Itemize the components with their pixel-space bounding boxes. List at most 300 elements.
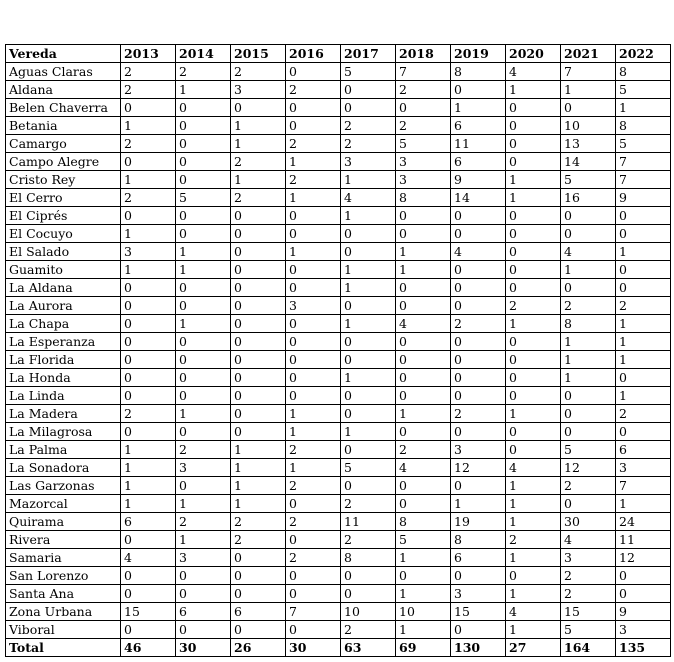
count-cell: 5 [396,135,451,153]
count-cell: 0 [341,441,396,459]
table-row [6,333,671,351]
vereda-name-cell: La Florida [6,351,121,369]
count-cell: 0 [176,207,231,225]
table-row [6,117,671,135]
count-cell: 9 [616,603,671,621]
count-cell: 2 [121,189,176,207]
count-cell: 3 [396,171,451,189]
vereda-name-cell: Rivera [6,531,121,549]
count-cell: 0 [286,495,341,513]
count-cell: 1 [396,405,451,423]
count-cell: 0 [286,333,341,351]
count-cell: 5 [616,135,671,153]
count-cell: 0 [176,423,231,441]
count-cell: 0 [121,387,176,405]
count-cell: 2 [176,63,231,81]
count-cell: 0 [176,567,231,585]
vereda-name-cell: Aguas Claras [6,63,121,81]
document-table-container [5,44,671,657]
count-cell: 3 [561,549,616,567]
count-cell: 0 [451,369,506,387]
count-cell: 0 [231,387,286,405]
count-cell: 2 [561,477,616,495]
count-cell: 0 [451,81,506,99]
total-label-cell: Total [6,639,121,657]
count-cell: 1 [506,315,561,333]
count-cell: 1 [176,81,231,99]
count-cell: 0 [231,621,286,639]
count-cell: 1 [506,585,561,603]
count-cell: 7 [561,63,616,81]
vereda-name-cell: La Palma [6,441,121,459]
column-header-year: 2019 [451,45,506,63]
count-cell: 0 [506,423,561,441]
vereda-name-cell: La Honda [6,369,121,387]
table-row [6,279,671,297]
count-cell: 1 [396,261,451,279]
count-cell: 15 [121,603,176,621]
count-cell: 0 [286,207,341,225]
count-cell: 10 [396,603,451,621]
count-cell: 0 [616,423,671,441]
count-cell: 30 [561,513,616,531]
count-cell: 0 [506,243,561,261]
count-cell: 4 [506,459,561,477]
count-cell: 0 [121,333,176,351]
column-header-year: 2015 [231,45,286,63]
count-cell: 1 [396,621,451,639]
count-cell: 1 [616,99,671,117]
table-body [6,63,671,657]
count-cell: 0 [231,315,286,333]
table-row [6,531,671,549]
vereda-name-cell: El Cerro [6,189,121,207]
count-cell: 0 [396,225,451,243]
count-cell: 0 [231,261,286,279]
count-cell: 2 [506,297,561,315]
count-cell: 0 [561,387,616,405]
count-cell: 2 [396,117,451,135]
count-cell: 0 [121,531,176,549]
count-cell: 0 [561,99,616,117]
count-cell: 0 [231,225,286,243]
count-cell: 3 [121,243,176,261]
count-cell: 0 [506,333,561,351]
count-cell: 1 [506,513,561,531]
count-cell: 6 [451,117,506,135]
count-cell: 3 [616,459,671,477]
count-cell: 1 [121,477,176,495]
count-cell: 5 [561,441,616,459]
count-cell: 0 [506,135,561,153]
count-cell: 0 [396,477,451,495]
count-cell: 0 [506,261,561,279]
count-cell: 0 [121,279,176,297]
count-cell: 0 [396,567,451,585]
vereda-name-cell: Zona Urbana [6,603,121,621]
count-cell: 2 [231,189,286,207]
count-cell: 1 [286,189,341,207]
count-cell: 1 [561,333,616,351]
count-cell: 0 [121,423,176,441]
count-cell: 0 [231,297,286,315]
count-cell: 0 [341,387,396,405]
count-cell: 1 [341,315,396,333]
count-cell: 1 [616,351,671,369]
count-cell: 13 [561,135,616,153]
count-cell: 15 [561,603,616,621]
vereda-name-cell: Cristo Rey [6,171,121,189]
column-header-year: 2021 [561,45,616,63]
count-cell: 2 [231,153,286,171]
count-cell: 0 [506,279,561,297]
count-cell: 11 [616,531,671,549]
table-row [6,351,671,369]
count-cell: 0 [561,405,616,423]
table-row [6,189,671,207]
count-cell: 2 [561,585,616,603]
count-cell: 3 [451,585,506,603]
count-cell: 2 [341,531,396,549]
count-cell: 10 [561,117,616,135]
count-cell: 0 [121,351,176,369]
count-cell: 1 [506,549,561,567]
count-cell: 0 [176,171,231,189]
count-cell: 0 [341,585,396,603]
count-cell: 0 [231,333,286,351]
count-cell: 2 [286,549,341,567]
count-cell: 0 [176,351,231,369]
count-cell: 0 [451,567,506,585]
table-row [6,405,671,423]
count-cell: 0 [121,207,176,225]
count-cell: 12 [561,459,616,477]
count-cell: 0 [616,585,671,603]
count-cell: 0 [231,585,286,603]
count-cell: 8 [451,63,506,81]
count-cell: 1 [506,81,561,99]
vereda-name-cell: Quirama [6,513,121,531]
count-cell: 0 [231,549,286,567]
count-cell: 0 [396,495,451,513]
count-cell: 2 [341,117,396,135]
count-cell: 0 [451,423,506,441]
count-cell: 0 [561,225,616,243]
count-cell: 0 [341,351,396,369]
table-row [6,621,671,639]
vereda-name-cell: El Salado [6,243,121,261]
total-value-cell: 27 [506,639,561,657]
count-cell: 0 [231,567,286,585]
table-row [6,207,671,225]
count-cell: 0 [231,423,286,441]
count-cell: 1 [286,153,341,171]
count-cell: 2 [121,81,176,99]
count-cell: 8 [396,513,451,531]
count-cell: 1 [396,549,451,567]
vereda-name-cell: Aldana [6,81,121,99]
table-row [6,459,671,477]
count-cell: 0 [561,279,616,297]
count-cell: 0 [341,477,396,495]
count-cell: 3 [176,459,231,477]
count-cell: 1 [341,261,396,279]
count-cell: 0 [286,261,341,279]
count-cell: 19 [451,513,506,531]
count-cell: 0 [286,531,341,549]
count-cell: 0 [451,477,506,495]
count-cell: 0 [396,369,451,387]
count-cell: 1 [121,171,176,189]
count-cell: 7 [616,153,671,171]
vereda-name-cell: Samaria [6,549,121,567]
table-row [6,243,671,261]
vereda-name-cell: Betania [6,117,121,135]
count-cell: 0 [121,297,176,315]
count-cell: 0 [396,279,451,297]
count-cell: 8 [396,189,451,207]
column-header-year: 2020 [506,45,561,63]
vereda-name-cell: La Aurora [6,297,121,315]
column-header-year: 2022 [616,45,671,63]
count-cell: 9 [616,189,671,207]
count-cell: 1 [396,243,451,261]
count-cell: 0 [506,117,561,135]
count-cell: 0 [561,207,616,225]
count-cell: 0 [176,279,231,297]
count-cell: 2 [121,135,176,153]
count-cell: 4 [506,603,561,621]
count-cell: 16 [561,189,616,207]
count-cell: 1 [341,423,396,441]
count-cell: 1 [176,261,231,279]
count-cell: 0 [176,153,231,171]
count-cell: 0 [506,387,561,405]
count-cell: 7 [396,63,451,81]
count-cell: 0 [396,99,451,117]
count-cell: 4 [451,243,506,261]
table-row [6,63,671,81]
count-cell: 0 [286,63,341,81]
total-value-cell: 164 [561,639,616,657]
count-cell: 1 [506,171,561,189]
table-row [6,477,671,495]
count-cell: 2 [396,441,451,459]
count-cell: 4 [506,63,561,81]
table-row [6,567,671,585]
count-cell: 0 [506,99,561,117]
table-row [6,369,671,387]
count-cell: 11 [341,513,396,531]
count-cell: 2 [341,135,396,153]
count-cell: 4 [561,531,616,549]
count-cell: 2 [286,171,341,189]
count-cell: 4 [121,549,176,567]
count-cell: 1 [176,405,231,423]
vereda-name-cell: Campo Alegre [6,153,121,171]
count-cell: 1 [176,531,231,549]
table-row [6,441,671,459]
total-value-cell: 130 [451,639,506,657]
count-cell: 3 [341,153,396,171]
count-cell: 1 [561,351,616,369]
count-cell: 0 [616,567,671,585]
count-cell: 8 [616,63,671,81]
count-cell: 8 [561,315,616,333]
count-cell: 12 [451,459,506,477]
count-cell: 1 [231,477,286,495]
vereda-name-cell: La Aldana [6,279,121,297]
count-cell: 1 [341,279,396,297]
count-cell: 4 [396,459,451,477]
count-cell: 0 [506,567,561,585]
count-cell: 5 [561,171,616,189]
vereda-name-cell: El Cocuyo [6,225,121,243]
count-cell: 6 [176,603,231,621]
table-row [6,261,671,279]
count-cell: 1 [616,315,671,333]
table-row [6,585,671,603]
table-row [6,549,671,567]
count-cell: 0 [451,225,506,243]
count-cell: 2 [616,405,671,423]
count-cell: 0 [286,117,341,135]
count-cell: 1 [506,621,561,639]
count-cell: 3 [616,621,671,639]
count-cell: 0 [341,81,396,99]
count-cell: 1 [286,405,341,423]
count-cell: 2 [451,315,506,333]
count-cell: 1 [176,315,231,333]
count-cell: 7 [616,477,671,495]
count-cell: 1 [121,225,176,243]
table-row [6,99,671,117]
count-cell: 2 [286,513,341,531]
count-cell: 0 [231,369,286,387]
table-row [6,423,671,441]
count-cell: 5 [341,459,396,477]
vereda-name-cell: La Linda [6,387,121,405]
count-cell: 1 [121,117,176,135]
count-cell: 0 [341,243,396,261]
count-cell: 0 [176,477,231,495]
count-cell: 1 [616,495,671,513]
count-cell: 2 [451,405,506,423]
count-cell: 2 [286,81,341,99]
count-cell: 0 [176,387,231,405]
count-cell: 1 [231,441,286,459]
table-row [6,315,671,333]
count-cell: 0 [286,387,341,405]
table-row [6,495,671,513]
count-cell: 0 [341,405,396,423]
count-cell: 1 [121,441,176,459]
count-cell: 0 [286,585,341,603]
count-cell: 0 [231,279,286,297]
count-cell: 0 [231,99,286,117]
vereda-name-cell: Las Garzonas [6,477,121,495]
count-cell: 0 [176,621,231,639]
count-cell: 0 [341,99,396,117]
count-cell: 3 [231,81,286,99]
count-cell: 1 [176,243,231,261]
count-cell: 1 [506,405,561,423]
count-cell: 0 [451,387,506,405]
count-cell: 6 [616,441,671,459]
count-cell: 0 [231,351,286,369]
count-cell: 0 [616,261,671,279]
count-cell: 3 [396,153,451,171]
total-value-cell: 30 [286,639,341,657]
count-cell: 1 [396,585,451,603]
count-cell: 5 [341,63,396,81]
count-cell: 1 [506,477,561,495]
count-cell: 0 [396,423,451,441]
vereda-name-cell: Santa Ana [6,585,121,603]
count-cell: 1 [286,459,341,477]
total-value-cell: 46 [121,639,176,657]
count-cell: 5 [176,189,231,207]
count-cell: 0 [506,225,561,243]
count-cell: 0 [341,567,396,585]
count-cell: 0 [396,351,451,369]
count-cell: 1 [561,81,616,99]
count-cell: 0 [176,333,231,351]
count-cell: 1 [451,99,506,117]
count-cell: 0 [506,441,561,459]
count-cell: 0 [506,153,561,171]
count-cell: 9 [451,171,506,189]
count-cell: 1 [121,261,176,279]
count-cell: 0 [451,333,506,351]
count-cell: 0 [286,99,341,117]
count-cell: 8 [616,117,671,135]
count-cell: 0 [396,297,451,315]
count-cell: 0 [286,567,341,585]
count-cell: 2 [231,513,286,531]
count-cell: 0 [176,117,231,135]
count-cell: 14 [451,189,506,207]
total-value-cell: 135 [616,639,671,657]
vereda-name-cell: Camargo [6,135,121,153]
table-row [6,171,671,189]
table-row [6,297,671,315]
count-cell: 0 [121,99,176,117]
count-cell: 2 [121,63,176,81]
table-header-row [6,45,671,63]
total-value-cell: 63 [341,639,396,657]
count-cell: 3 [176,549,231,567]
column-header-year: 2016 [286,45,341,63]
count-cell: 11 [451,135,506,153]
vereda-name-cell: San Lorenzo [6,567,121,585]
count-cell: 4 [396,315,451,333]
count-cell: 6 [451,153,506,171]
count-cell: 0 [341,333,396,351]
count-cell: 10 [341,603,396,621]
count-cell: 1 [231,135,286,153]
count-cell: 0 [286,279,341,297]
vereda-name-cell: El Ciprés [6,207,121,225]
count-cell: 1 [231,171,286,189]
count-cell: 0 [121,621,176,639]
count-cell: 0 [506,369,561,387]
count-cell: 2 [616,297,671,315]
vereda-name-cell: La Sonadora [6,459,121,477]
count-cell: 0 [231,243,286,261]
count-cell: 1 [616,387,671,405]
count-cell: 2 [286,477,341,495]
